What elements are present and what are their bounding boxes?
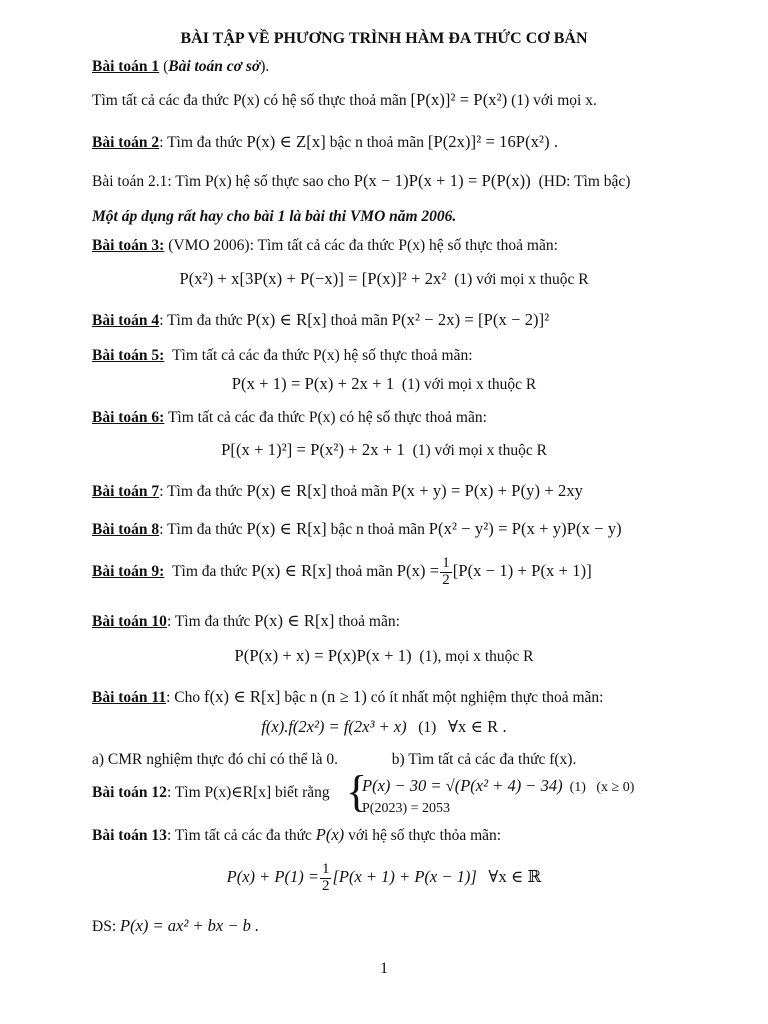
statement-text: bậc n <box>284 689 318 706</box>
problem-12 <box>92 784 330 802</box>
statement-text: thoả mãn <box>335 562 393 580</box>
fraction <box>320 862 332 895</box>
statement-text: : Tìm đa thức <box>166 613 251 630</box>
problem-label: Bài toán 10 <box>92 613 167 630</box>
formula: P(x + 1) = P(x) + 2x + 1 <box>231 374 395 393</box>
problem-label: Bài toán 12 <box>92 784 167 801</box>
problem-4 <box>92 311 549 330</box>
part-a: a) CMR nghiệm thực đó chỉ có thể là 0. <box>92 751 339 768</box>
problem-2 <box>92 133 558 152</box>
problem-11-heading <box>92 688 603 707</box>
answer <box>92 917 259 936</box>
problem-3-formula <box>0 270 768 289</box>
problem-5-formula <box>0 375 768 394</box>
statement-text: : Tìm đa thức <box>159 483 243 500</box>
formula-rhs: [P(x + 1) + P(x − 1)] <box>332 866 477 886</box>
equation-condition: (x ≥ 0) <box>596 780 635 795</box>
condition: f(x) ∈ R[x] <box>203 687 281 706</box>
note: Một áp dụng rất hay cho bài 1 là bài thi VMO năm 2006. <box>92 208 457 225</box>
formula-quantifier: ∀x ∈ R . <box>447 717 507 736</box>
problem-8 <box>92 520 622 539</box>
condition: P(x) ∈ R[x] <box>246 310 327 329</box>
page-number: 1 <box>380 960 388 977</box>
formula: P(x²) + x[3P(x) + P(−x)] = [P(x)]² + 2x² <box>179 269 447 288</box>
formula-tail: (1) với mọi x thuộc R <box>401 376 537 393</box>
problem-subtitle: Bài toán cơ sở <box>168 58 261 75</box>
formula: P(x² − y²) = P(x + y)P(x − y) <box>428 519 622 538</box>
page-title: BÀI TẬP VỀ PHƯƠNG TRÌNH HÀM ĐA THỨC CƠ BẢN <box>180 30 588 47</box>
problem-label: Bài toán 1 <box>92 58 160 75</box>
statement-text: bậc n thoả mãn <box>330 521 425 538</box>
problem-label: Bài toán 6: <box>92 409 165 426</box>
statement-text: : Tìm P(x)∈R[x] biết rằng <box>166 784 330 801</box>
problem-10-formula <box>0 647 768 666</box>
formula-rhs: [P(x − 1) + P(x + 1)] <box>452 560 592 580</box>
part-b: b) Tìm tất cả các đa thức f(x). <box>391 751 577 768</box>
statement-text: với hệ số thực thỏa mãn: <box>348 827 502 844</box>
formula-tail: (1), mọi x thuộc R <box>419 648 534 665</box>
formula-tail: (1) với mọi x thuộc R <box>454 271 589 288</box>
problem-6-heading <box>92 409 487 427</box>
problem-label: Bài toán 8 <box>92 521 160 538</box>
problem-label: Bài toán 9: <box>92 562 165 580</box>
statement-text: (VMO 2006): Tìm tất cả các đa thức P(x) hệ số thực thoả mãn: <box>168 237 558 254</box>
statement-text: : Tìm đa thức <box>159 312 243 329</box>
condition: P(x) ∈ Z[x] <box>246 132 326 151</box>
denominator: 2 <box>321 877 330 894</box>
problem-label: Bài toán 13 <box>92 827 167 844</box>
formula: P(P(x) + x) = P(x)P(x + 1) <box>234 646 412 665</box>
denominator: 2 <box>442 571 450 588</box>
equation: P(x) − 30 = √(P(x² + 4) − 34) <box>362 776 563 795</box>
problem-label: Bài toán 3: <box>92 237 165 254</box>
statement-text: Tìm tất cả các đa thức P(x) có hệ số thực thoả mãn <box>92 92 407 109</box>
hint: (HD: Tìm bậc) <box>538 173 631 190</box>
statement-text: Tìm tất cả các đa thức P(x) có hệ số thực thoả mãn: <box>167 409 487 426</box>
problem-11-formula <box>0 718 768 737</box>
statement-text: : Tìm đa thức <box>159 134 243 151</box>
formula-lhs: P(x) + P(1) = <box>226 866 319 886</box>
statement-text: thoả mãn <box>330 483 388 500</box>
problem-label: Bài toán 5: <box>92 347 165 364</box>
system-brace: { <box>346 767 368 816</box>
numerator: 1 <box>321 861 330 877</box>
problem-3-heading <box>92 237 558 255</box>
degree-condition: (n ≥ 1) <box>321 687 367 706</box>
statement-text: : Tìm tất cả các đa thức <box>166 827 312 844</box>
formula-lhs: P(x) = <box>396 560 440 580</box>
statement-text: Tìm đa thức <box>172 562 248 580</box>
statement-tail: (1) với mọi x. <box>511 92 597 109</box>
problem-9 <box>92 556 592 589</box>
formula: f(x).f(2x²) = f(2x³ + x) <box>261 717 407 736</box>
problem-13-heading <box>92 826 501 845</box>
formula: P(x² − 2x) = [P(x − 2)]² <box>391 310 550 329</box>
fraction <box>440 556 452 589</box>
statement-text: có ít nhất một nghiệm thực thoả mãn: <box>370 689 604 706</box>
numerator: 1 <box>442 555 450 571</box>
statement-text: : Tìm đa thức <box>159 521 243 538</box>
formula: P(x + y) = P(x) + P(y) + 2xy <box>391 481 584 500</box>
equation-tag: (1) <box>569 780 586 795</box>
statement-text: : Cho <box>166 689 201 706</box>
answer-formula: P(x) = ax² + bx − b . <box>120 916 260 935</box>
formula: [P(x)]² = P(x²) <box>410 90 508 109</box>
problem-1-heading: Bài toán 1 (Bài toán cơ sở). <box>92 58 270 75</box>
condition: P(x) ∈ R[x] <box>254 611 335 630</box>
system-equation-1 <box>362 776 634 796</box>
condition: P(x) ∈ R[x] <box>251 560 332 580</box>
problem-1-statement <box>92 91 597 110</box>
statement-text: Tìm tất cả các đa thức P(x) hệ số thực thoả mãn: <box>172 347 473 364</box>
formula-tail: (1) với mọi x thuộc R <box>412 442 547 459</box>
answer-label: ĐS: <box>92 918 117 935</box>
statement-text: bậc n thoả mãn <box>329 134 424 151</box>
statement-text: thoả mãn: <box>338 613 400 630</box>
formula: P(x − 1)P(x + 1) = P(P(x)) <box>353 171 531 190</box>
equation: P(2023) = 2053 <box>362 801 451 816</box>
problem-10-heading <box>92 612 400 631</box>
problem-label: Bài toán 2 <box>92 134 160 151</box>
problem-5-heading <box>92 347 473 365</box>
problem-6-formula <box>0 441 768 460</box>
problem-7 <box>92 482 583 501</box>
formula: P[(x + 1)²] = P(x²) + 2x + 1 <box>221 440 405 459</box>
problem-2-1 <box>92 172 630 191</box>
formula: [P(2x)]² = 16P(x²) . <box>427 132 559 151</box>
problem-13-formula <box>0 862 768 895</box>
condition: P(x) ∈ R[x] <box>246 519 327 538</box>
problem-label: Bài toán 11 <box>92 689 167 706</box>
condition: P(x) ∈ R[x] <box>246 481 327 500</box>
statement-text: Bài toán 2.1: Tìm P(x) hệ số thực sao cho <box>92 173 350 190</box>
formula-quantifier: ∀x ∈ ℝ <box>488 866 542 886</box>
problem-label: Bài toán 7 <box>92 483 160 500</box>
statement-text: thoả mãn <box>330 312 388 329</box>
problem-label: Bài toán 4 <box>92 312 160 329</box>
problem-11-parts <box>92 751 576 769</box>
system-equation-2 <box>362 801 450 817</box>
polynomial-symbol: P(x) <box>315 825 345 844</box>
formula-tag: (1) <box>418 719 437 736</box>
